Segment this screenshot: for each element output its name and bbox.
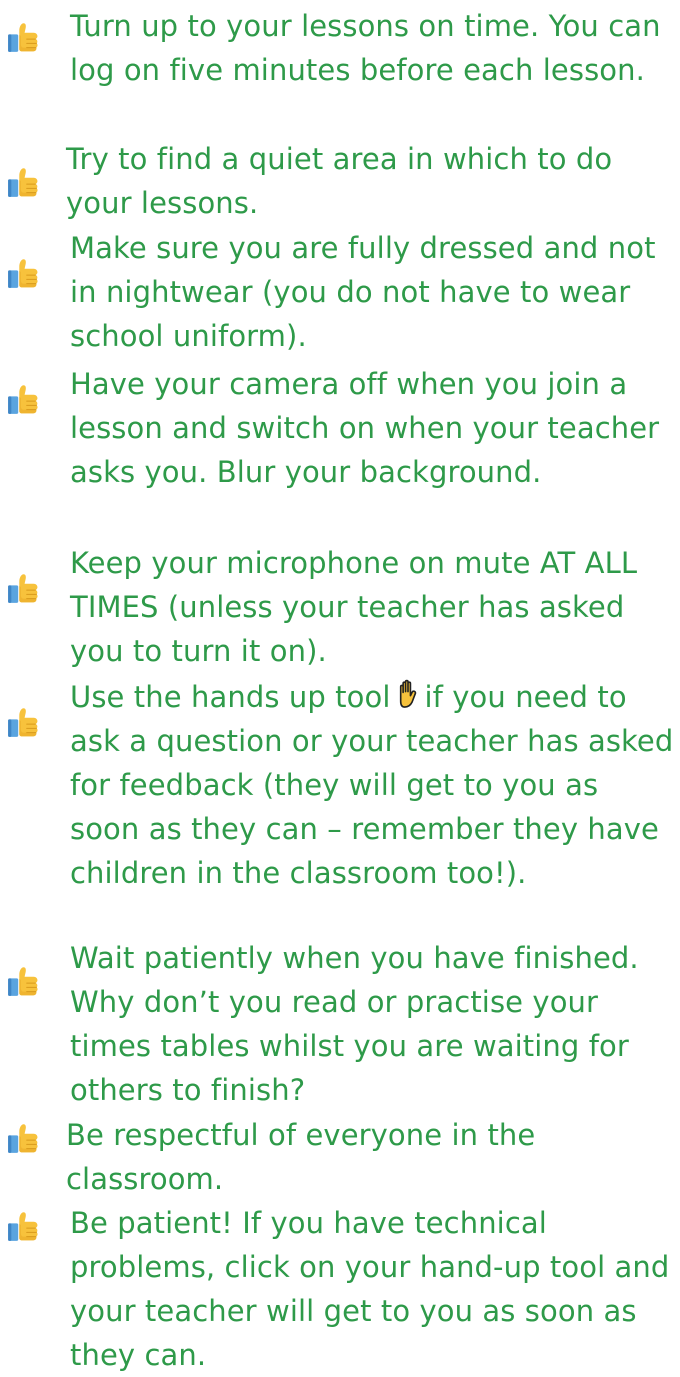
list-item: [0, 1201, 680, 1372]
list-item: [0, 541, 680, 668]
rule-text: [70, 675, 674, 895]
rule-text: Turn up to your lessons on time. You can log on five minutes before each lesson.: [70, 9, 661, 87]
rule-text: Have your camera off when you join a lesson and switch on when your teacher asks you. Blur your background.: [70, 367, 660, 489]
list-item: [0, 226, 680, 353]
rule-text-after: if you need to ask a question or your teacher has asked for feedback (they will get to you as soon as they can – remember they have children in the classroom too!).: [70, 680, 674, 890]
list-item: [0, 4, 680, 124]
raised-hand-icon: [395, 679, 421, 709]
list-item: [0, 137, 680, 220]
thumbs-up-icon: [6, 571, 40, 605]
rule-text: Try to find a quiet area in which to do your lessons.: [66, 142, 613, 220]
rule-text: Keep your microphone on mute AT ALL TIMES (unless your teacher has asked you to turn it on).: [70, 546, 638, 668]
thumbs-up-icon: [6, 20, 40, 54]
thumbs-up-icon: [6, 705, 40, 739]
rule-text-before: Use the hands up tool: [70, 680, 391, 714]
thumbs-up-icon: [6, 1121, 40, 1155]
thumbs-up-icon: [6, 382, 40, 416]
list-item: [0, 1113, 680, 1195]
thumbs-up-icon: [6, 165, 40, 199]
thumbs-up-icon: [6, 964, 40, 998]
rule-text: Be respectful of everyone in the classroom.: [66, 1118, 536, 1196]
rule-text: Be patient! If you have technical problems, click on your hand-up tool and your teacher will get to you as soon as they can.: [70, 1206, 670, 1372]
list-item: [0, 936, 680, 1107]
rule-text: Make sure you are fully dressed and not in nightwear (you do not have to wear school uniform).: [70, 231, 656, 353]
rule-text: Wait patiently when you have finished. Why don’t you read or practise your times tables whilst you are waiting for others to finish?: [70, 941, 639, 1107]
list-item: [0, 675, 680, 927]
thumbs-up-icon: [6, 1209, 40, 1243]
list-item: [0, 362, 680, 528]
thumbs-up-icon: [6, 256, 40, 290]
